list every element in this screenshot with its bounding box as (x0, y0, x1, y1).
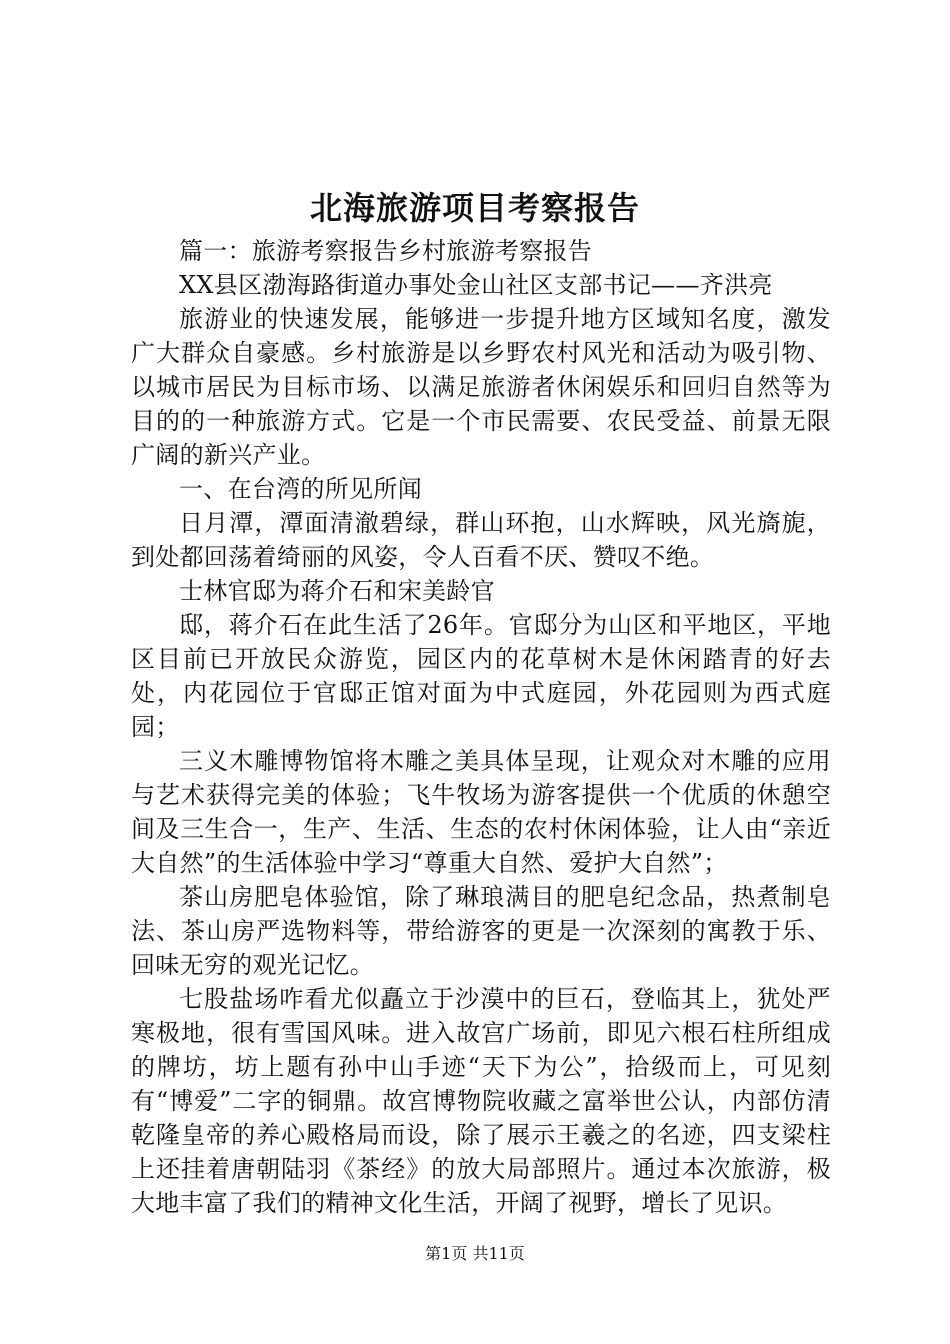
paragraph: 邸，蒋介石在此生活了26年。官邸分为山区和平地区，平地区目前已开放民众游览，园区内的花草树木是休闲踏青的好去处，内花园位于官邸正馆对面为中式庭园，外花园则为西式庭园； (131, 611, 831, 741)
paragraph: 日月潭，潭面清澈碧绿，群山环抱，山水辉映，风光旖旎，到处都回荡着绮丽的风姿，令人百看不厌、赞叹不绝。 (131, 509, 831, 571)
document-body (131, 234, 831, 1220)
paragraph: 七股盐场咋看尤似矗立于沙漠中的巨石，登临其上，犹处严寒极地，很有雪国风味。进入故宫广场前，即见六根石柱所组成的牌坊，坊上题有孙中山手迹“天下为公”，拾级而上，可见刻有“博爱”二字的铜鼎。故宫博物院收藏之富举世公认，内部仿清乾隆皇帝的养心殿格局而设，除了展示王羲之的名迹，四支梁柱上还挂着唐朝陆羽《茶经》的放大局部照片。通过本次旅游，极大地丰富了我们的精神文化生活，开阔了视野，增长了见识。 (131, 985, 831, 1217)
paragraph: 士林官邸为蒋介石和宋美龄官 (179, 577, 495, 605)
document-title: 北海旅游项目考察报告 (309, 189, 640, 227)
paragraph: 一、在台湾的所见所闻 (179, 475, 422, 503)
paragraph: 茶山房肥皂体验馆，除了琳琅满目的肥皂纪念品，热煮制皂法、茶山房严选物料等，带给游客的更是一次深刻的寓教于乐、回味无穷的观光记忆。 (131, 883, 831, 979)
paragraph: 旅游业的快速发展，能够进一步提升地方区域知名度，激发广大群众自豪感。乡村旅游是以乡野农村风光和活动为吸引物、以城市居民为目标市场、以满足旅游者休闲娱乐和回归自然等为目的的一种旅游方式。它是一个市民需要、农民受益、前景无限广阔的新兴产业。 (131, 305, 831, 469)
paragraph: 三义木雕博物馆将木雕之美具体呈现，让观众对木雕的应用与艺术获得完美的体验；飞牛牧场为游客提供一个优质的休憩空间及三生合一，生产、生活、生态的农村休闲体验，让人由“亲近大自然”的生活体验中学习“尊重大自然、爱护大自然”； (131, 747, 831, 877)
paragraph: XX县区渤海路街道办事处金山社区支部书记——齐洪亮 (179, 271, 773, 299)
paragraph: 篇一：旅游考察报告乡村旅游考察报告 (179, 237, 593, 265)
page-number-footer: 第1页 共11页 (425, 1244, 525, 1263)
